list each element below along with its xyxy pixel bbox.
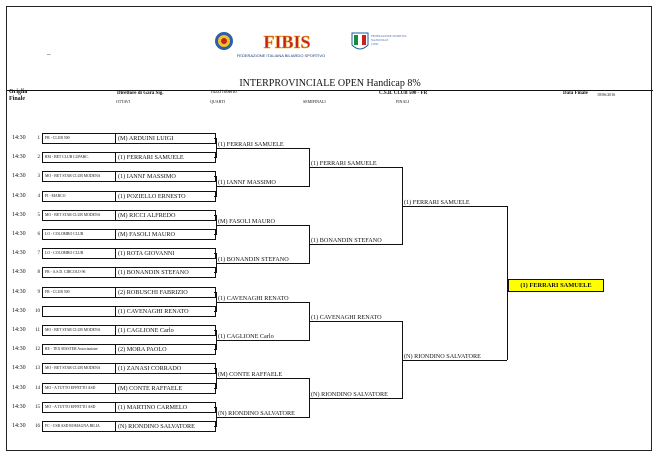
finale-label: Finale — [9, 96, 25, 102]
entry-time: 14:30 — [12, 404, 26, 410]
entry-club: MO - BET STAR CLUB MODENA — [42, 363, 116, 374]
entry-club: MO - BET STAR CLUB MODENA — [42, 210, 116, 221]
entry-number: 3 — [37, 174, 40, 179]
bracket-stub — [307, 148, 310, 149]
bracket-winner-line — [216, 417, 309, 418]
entry-player: (2) MORA PAOLO — [116, 344, 216, 355]
bracket-stub — [400, 398, 403, 399]
bracket-stub — [400, 321, 403, 322]
entry-player: (N) RIONDINO SALVATORE — [116, 421, 216, 432]
bracket-winner-line — [216, 378, 309, 379]
entry-time: 14:30 — [12, 327, 26, 333]
winner-box: (1) FERRARI SAMUELE — [508, 279, 604, 292]
direttore-label: Direttore di Gara Sig. — [117, 91, 164, 96]
entry-club: FI - MARCO — [42, 191, 116, 202]
bracket-stub — [214, 368, 217, 369]
coni-logo — [350, 31, 370, 55]
entry-number: 1 — [37, 136, 40, 141]
bracket-stub — [214, 253, 217, 254]
bracket-stub — [214, 196, 217, 197]
semifinali-name: (1) CAVENAGHI RENATO — [311, 314, 382, 321]
entry-number: 16 — [35, 424, 40, 429]
bracket-winner-line — [309, 244, 402, 245]
quarti-name: (1) CAVENAGHI RENATO — [218, 295, 289, 302]
entry-club: FC - CSB ASD ROMAGNA BILIA — [42, 421, 116, 432]
bracket-winner-line — [216, 225, 309, 226]
entry-number: 8 — [37, 270, 40, 275]
entry-time: 14:30 — [12, 423, 26, 429]
entry-time: 14:30 — [12, 250, 26, 256]
entry-player: (M) RICCI ALFREDO — [116, 210, 216, 221]
entry-player: (1) BONANDIN STEFANO — [116, 267, 216, 278]
bracket-winner-line — [402, 360, 507, 361]
entry-club: RE - TEX MASTER Associazione — [42, 344, 116, 355]
bracket-winner-line — [216, 148, 309, 149]
entry-club: LO - COLOMBO CLUB — [42, 248, 116, 259]
coni-text — [371, 34, 407, 46]
entry-player: (1) ZANASI CORRADO — [116, 363, 216, 374]
bracket-stub — [214, 157, 217, 158]
griglia-label: Griglia — [9, 89, 28, 95]
page-title: INTERPROVINCIALE OPEN Handicap 8% — [239, 78, 421, 89]
entry-club: MO - A TUTTO EFFETTO ASD — [42, 402, 116, 413]
finali-name: (N) RIONDINO SALVATORE — [404, 353, 481, 360]
bracket-sheet — [6, 6, 652, 451]
bracket-stub — [307, 417, 310, 418]
entry-number: 14 — [35, 386, 40, 391]
entry-number: 11 — [35, 328, 40, 333]
quarti-name: (M) CONTE RAFFAELE — [218, 371, 283, 378]
entry-number: 13 — [35, 366, 40, 371]
entry-player: (2) ROBUSCHI FABRIZIO — [116, 287, 216, 298]
dash-mark: – — [47, 50, 51, 58]
bracket-stub — [214, 426, 217, 427]
entry-player: (M) CONTE RAFFAELE — [116, 383, 216, 394]
bracket-winner-line — [309, 167, 402, 168]
entry-club: FR - CLUB 500 — [42, 287, 116, 298]
entry-number: 10 — [35, 309, 40, 314]
entry-time: 14:30 — [12, 193, 26, 199]
bracket-winner-line — [309, 398, 402, 399]
entry-time: 14:30 — [12, 385, 26, 391]
semifinali-name: (1) FERRARI SAMUELE — [311, 160, 377, 167]
entry-number: 15 — [35, 405, 40, 410]
entry-player: (1) CAGLIONE Carlo — [116, 325, 216, 336]
entry-number: 2 — [37, 155, 40, 160]
round-quarti: QUARTI — [210, 99, 225, 104]
bracket-winner-line — [216, 340, 309, 341]
entry-number: 4 — [37, 194, 40, 199]
entry-time: 14:30 — [12, 308, 26, 314]
bracket-winner-line — [309, 321, 402, 322]
entry-time: 14:30 — [12, 154, 26, 160]
title-rule — [7, 90, 653, 91]
entry-player: (M) ARDUINI LUIGI — [116, 133, 216, 144]
bracket-stub — [400, 244, 403, 245]
direttore-name: rozzi roberto — [211, 90, 237, 95]
entry-club: MO - A TUTTO EFFETTO ASD — [42, 383, 116, 394]
round-ottavi: OTTAVI — [116, 99, 131, 104]
fibis-sub: FEDERAZIONE ITALIANA BILIARDO SPORTIVO — [236, 53, 326, 58]
bracket-winner-line — [402, 206, 507, 207]
entry-number: 9 — [37, 290, 40, 295]
coni-line-1: FEDERAZIONE SPORTIVA — [371, 34, 407, 38]
bracket-stub — [214, 407, 217, 408]
club-label: C.S.B. CLUB 500 - FR — [379, 91, 428, 96]
bracket-stub — [214, 176, 217, 177]
coni-line-2: NAZIONALE — [371, 38, 389, 42]
entry-club: LO - COLOMBO CLUB — [42, 229, 116, 240]
quarti-name: (1) BONANDIN STEFANO — [218, 256, 289, 263]
quarti-name: (N) RIONDINO SALVATORE — [218, 410, 295, 417]
round-semifinali: SEMIFINALI — [303, 99, 326, 104]
entry-player: (1) FERRARI SAMUELE — [116, 152, 216, 163]
bracket-stub — [214, 138, 217, 139]
quarti-name: (1) FERRARI SAMUELE — [218, 141, 284, 148]
bracket-winner-line — [216, 263, 309, 264]
bracket-stub — [307, 186, 310, 187]
semifinali-name: (N) RIONDINO SALVATORE — [311, 391, 388, 398]
quarti-name: (1) IANNI' MASSIMO — [218, 179, 276, 186]
fibis-logo — [213, 29, 341, 59]
finali-name: (1) FERRARI SAMUELE — [404, 199, 470, 206]
entry-time: 14:30 — [12, 269, 26, 275]
entry-number: 5 — [37, 213, 40, 218]
coni-line-3: CONI — [371, 42, 379, 46]
bracket-stub — [214, 234, 217, 235]
entry-player: (1) CAVENAGHI RENATO — [116, 306, 216, 317]
semifinali-name: (1) BONANDIN STEFANO — [311, 237, 382, 244]
entry-time: 14:30 — [12, 212, 26, 218]
bracket-stub — [307, 302, 310, 303]
round-finali: FINALI — [396, 99, 410, 104]
entry-club: RM - BET CLUB LUPARC. — [42, 152, 116, 163]
entry-player: (M) FASOLI MAURO — [116, 229, 216, 240]
bracket-stub — [307, 340, 310, 341]
entry-club: FR - CLUB 500 — [42, 133, 116, 144]
entry-player: (1) ROTA GIOVANNI — [116, 248, 216, 259]
bracket-stub — [214, 272, 217, 273]
bracket-stub — [214, 215, 217, 216]
entry-time: 14:30 — [12, 231, 26, 237]
bracket-stub — [214, 330, 217, 331]
entry-player: (1) POZIELLO ERNESTO — [116, 191, 216, 202]
bracket-stub — [214, 292, 217, 293]
entry-time: 14:30 — [12, 289, 26, 295]
entry-number: 6 — [37, 232, 40, 237]
entry-club: MO - BET STAR CLUB MODENA — [42, 171, 116, 182]
bracket-stub — [307, 378, 310, 379]
quarti-name: (1) CAGLIONE Carlo — [218, 333, 274, 340]
bracket-stub — [214, 349, 217, 350]
bracket-stub — [307, 263, 310, 264]
fibis-logo-text: FIBIS — [263, 32, 311, 52]
bracket-winner-line — [216, 186, 309, 187]
data-finale-value: 18/06/2016 — [597, 92, 616, 97]
bracket-stub — [214, 388, 217, 389]
entry-player: (1) MARTINO CARMELO — [116, 402, 216, 413]
entry-time: 14:30 — [12, 173, 26, 179]
entry-club: MO - BET STAR CLUB MODENA — [42, 325, 116, 336]
entry-number: 12 — [35, 347, 40, 352]
entry-number: 7 — [37, 251, 40, 256]
quarti-name: (M) FASOLI MAURO — [218, 218, 275, 225]
bracket-winner-line — [216, 302, 309, 303]
data-finale-label: Data Finale — [563, 91, 588, 96]
entry-club — [42, 306, 116, 317]
entry-time: 14:30 — [12, 346, 26, 352]
bracket-stub — [214, 311, 217, 312]
bracket-stub — [400, 167, 403, 168]
entry-player: (1) IANNI' MASSIMO — [116, 171, 216, 182]
entry-time: 14:30 — [12, 365, 26, 371]
entry-time: 14:30 — [12, 135, 26, 141]
bracket-stub — [307, 225, 310, 226]
entry-club: FR - A.S.D. CIRCOLO 96 — [42, 267, 116, 278]
